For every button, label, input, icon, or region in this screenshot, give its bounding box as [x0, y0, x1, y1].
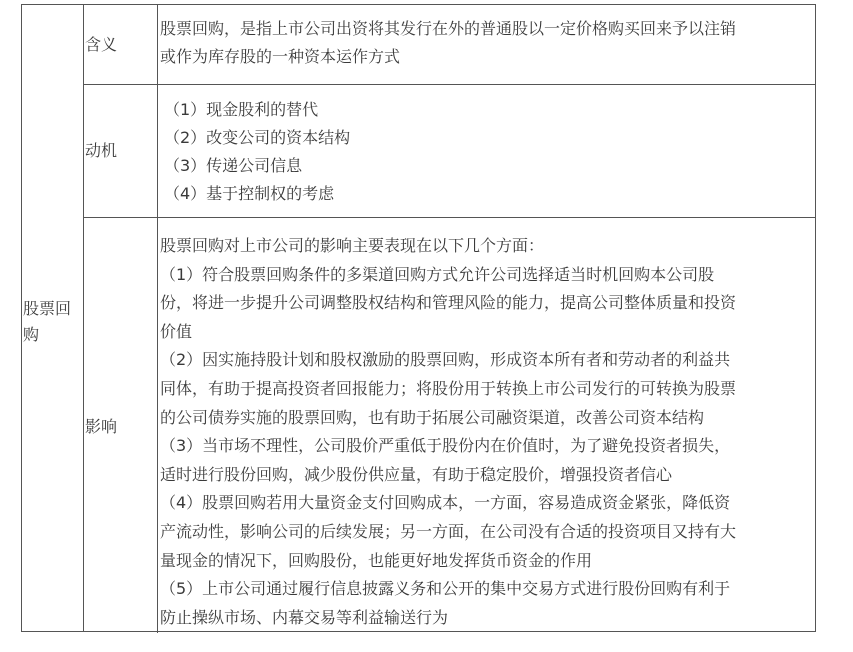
row-label-cell — [84, 85, 158, 217]
content-line: （4）股票回购若用大量资金支付回购成本，一方面，容易造成资金紧张，降低资 — [160, 493, 731, 513]
content-line: （3）传递公司信息 — [164, 156, 303, 175]
content-line: 的公司债券实施的股票回购，也有助于拓展公司融资渠道，改善公司资本结构 — [160, 407, 705, 427]
table-row-motive — [84, 85, 815, 218]
content-line: （4）基于控制权的考虑 — [164, 184, 335, 203]
content-line: 同体，有助于提高投资者回报能力；将股份用于转换上市公司发行的可转换为股票 — [160, 378, 737, 398]
row-content-impact — [158, 218, 815, 633]
main-category-label-line: 股票回 — [23, 299, 72, 318]
content-line: （5）上市公司通过履行信息披露义务和公开的集中交易方式进行股份回购有利于 — [160, 579, 731, 599]
content-line: 或作为库存股的一种资本运作方式 — [160, 47, 401, 66]
content-line: （3）当市场不理性，公司股价严重低于股份内在价值时，为了避免投资者损失， — [160, 436, 731, 456]
row-label-cell — [84, 5, 158, 84]
row-label: 含义 — [85, 35, 118, 54]
main-category-label-line: 购 — [23, 325, 40, 344]
content-line: （2）改变公司的资本结构 — [164, 128, 351, 147]
content-line: 量现金的情况下，回购股份，也能更好地发挥货币资金的作用 — [160, 550, 593, 570]
content-line: 适时进行股份回购，减少股份供应量，有助于稳定股价，增强投资者信心 — [160, 464, 673, 484]
main-category-cell — [22, 5, 84, 631]
content-line: （1）现金股利的替代 — [164, 100, 319, 119]
main-category-label — [23, 296, 81, 348]
row-label: 影响 — [85, 417, 118, 436]
row-content-meaning — [158, 5, 815, 84]
content-line: 产流动性，影响公司的后续发展；另一方面，在公司没有合适的投资项目又持有大 — [160, 521, 737, 541]
row-content-motive — [158, 85, 815, 217]
content-line: 股票回购对上市公司的影响主要表现在以下几个方面： — [160, 236, 545, 255]
row-label: 动机 — [85, 141, 118, 160]
content-line: （2）因实施持股计划和股权激励的股票回购，形成资本所有者和劳动者的利益共 — [160, 350, 731, 370]
table-row-impact — [84, 218, 815, 633]
content-line: 防止操纵市场、内幕交易等利益输送行为 — [160, 607, 449, 627]
content-line: 份，将进一步提升公司调整股权结构和管理风险的能力，提高公司整体质量和投资 — [160, 293, 737, 313]
table-row-meaning — [84, 5, 815, 85]
content-line: 价值 — [160, 321, 193, 341]
buyback-table — [21, 4, 816, 632]
content-line: （1）符合股票回购条件的多渠道回购方式允许公司选择适当时机回购本公司股 — [160, 264, 715, 284]
content-line: 股票回购，是指上市公司出资将其发行在外的普通股以一定价格购买回来予以注销 — [160, 19, 737, 38]
row-label-cell — [84, 218, 158, 633]
